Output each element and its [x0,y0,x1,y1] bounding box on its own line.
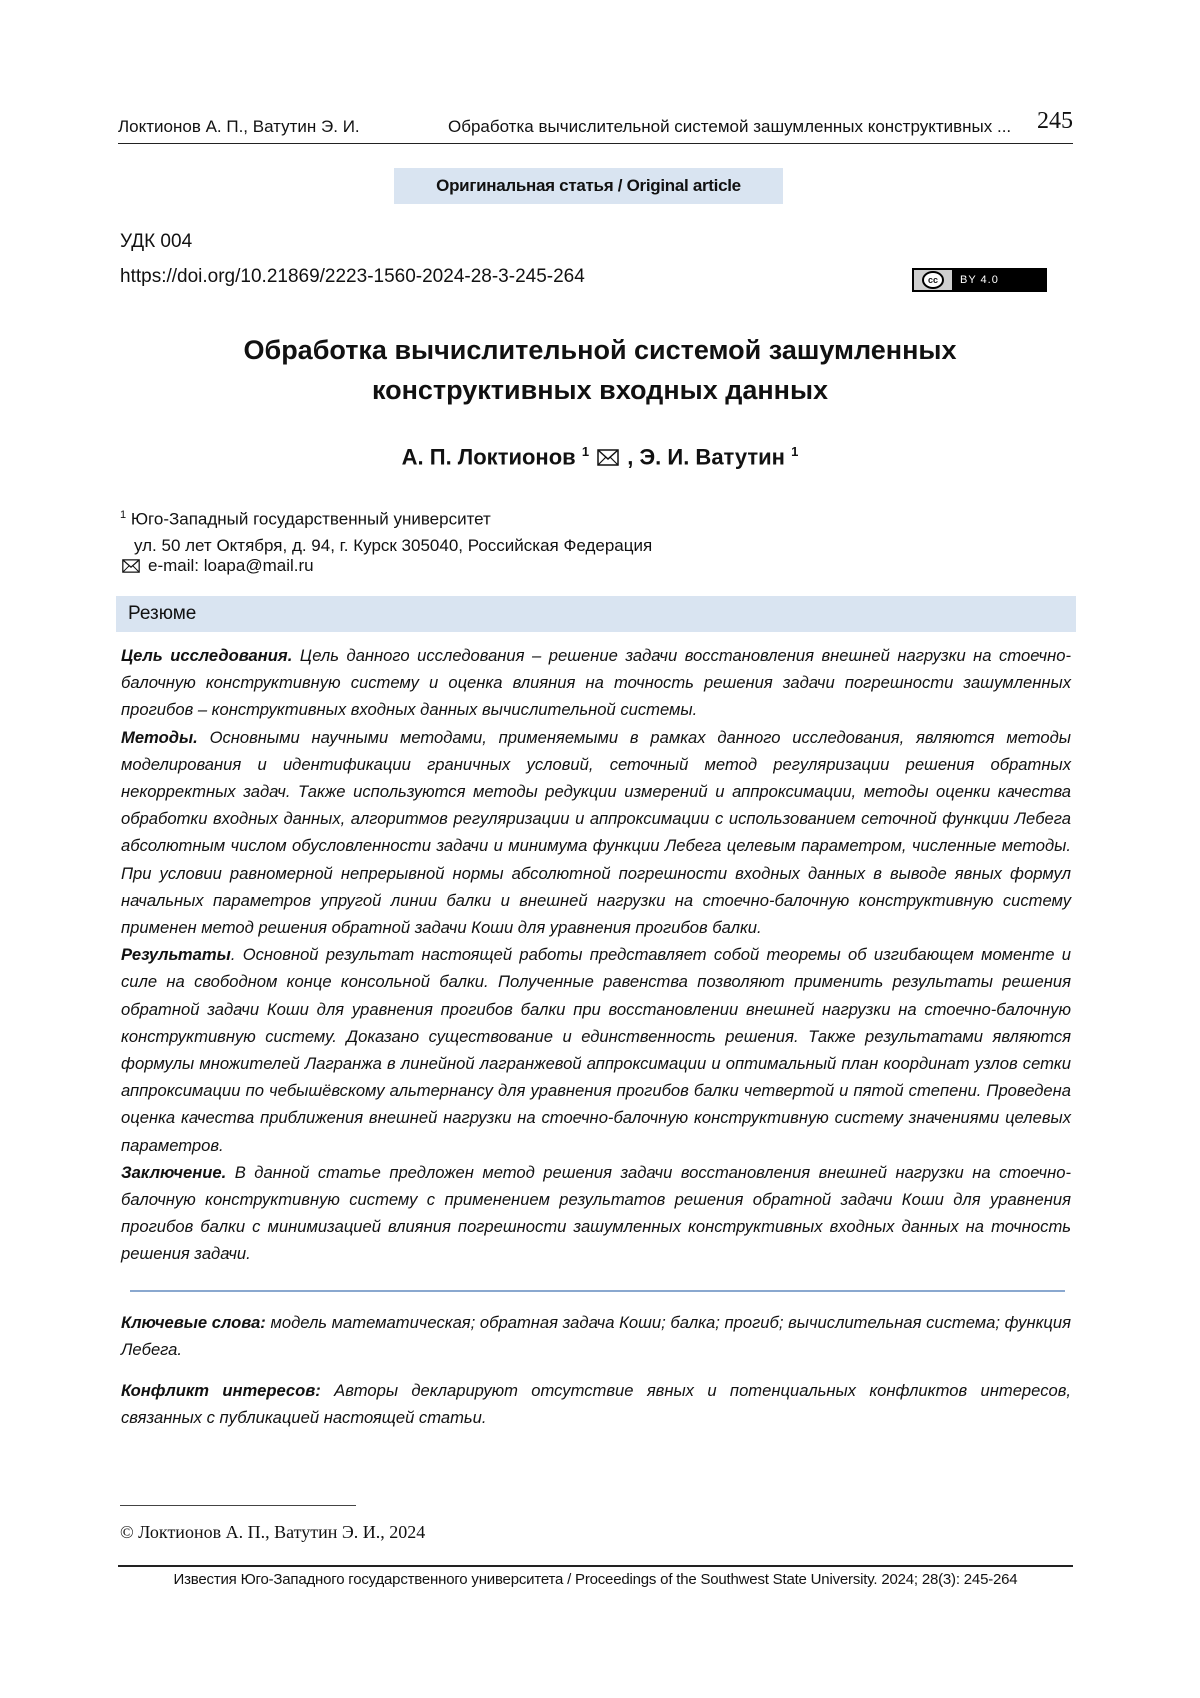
footer-rule [118,1565,1073,1567]
authors-line [150,444,1050,470]
envelope-icon [597,449,619,466]
license-text: BY 4.0 [960,274,999,286]
header-authors: Локтионов А. П., Ватутин Э. И. [118,117,360,136]
results-text: . Основной результат настоящей работы представляет собой теоремы об изгибающем моменте и силе на свободном конце консольной балки. Полученные равенства позволяют применить результаты решения обратной задачи Коши для уравнения прогибов балки при восстановлении внешней нагрузки на стоечно-балочную конструктивную систему. Доказано существование и единственность решения. Также результатами являются формулы множителей Лагранжа в линейной лагранжевой аппроксимации и оптимальный план координат узлов сетки аппроксимации по чебышёвскому альтернансу для уравнения прогибов балки четвертой и пятой степени. Проведена оценка качества приближения внешней нагрузки на стоечно-балочную конструктивную систему значениями целевых параметров. [121,945,1071,1155]
running-header [118,108,1073,144]
abstract-conclusion [121,1159,1071,1268]
article-title [150,330,1050,410]
udk-code: УДК 004 [120,231,193,252]
conflict-label: Конфликт интересов: [121,1381,321,1400]
footnote-rule [120,1505,356,1506]
keywords [121,1309,1071,1363]
abstract-purpose [121,642,1071,724]
cc-circle-icon: cc [922,271,944,289]
email-line [120,556,314,576]
email-address[interactable]: e-mail: loapa@mail.ru [148,556,314,575]
purpose-label: Цель исследования. [121,646,293,665]
purpose-text: Цель данного исследования – решение задачи восстановления внешней нагрузки на стоечно-балочную конструктивную систему и оценка влияния на точность решения задачи погрешности зашумленных прогибов – конструктивных входных данных вычислительной системы. [121,646,1071,720]
cc-by-license-icon[interactable] [912,268,1047,292]
abstract-results [121,941,1071,1159]
article-type-badge: Оригинальная статья / Original article [394,168,783,204]
summary-heading: Резюме [116,596,1076,632]
methods-text: Основными научными методами, применяемыми в рамках данного исследования, являются методы моделирования и идентификации граничных условий, сеточный метод регуляризации решения обратных некорректных задач. Также используются методы редукции измерений и аппроксимации, методы оценки качества обработки входных данных, алгоритмов регуляризации и аппроксимации с использованием сеточной функции Лебега абсолютным числом обусловленности задачи и минимума функции Лебега целевым параметром, численные методы. При условии равномерной непрерывной нормы абсолютной погрешности входных данных в выводе явных формул начальных параметров упругой линии балки и внешней нагрузки на стоечно-балочную конструктивную систему применен метод решения обратной задачи Коши для уравнения прогибов балки. [121,727,1071,938]
section-divider [130,1290,1065,1292]
journal-footer: Известия Юго-Западного государственного университета / Proceedings of the Southwest State University. 2024; 28(3): 245-264 [173,1571,1018,1588]
doi-link[interactable]: https://doi.org/10.21869/2223-1560-2024-28-3-245-264 [120,266,585,287]
copyright: © Локтионов А. П., Ватутин Э. И., 2024 [120,1522,426,1542]
author-1: А. П. Локтионов [401,444,576,470]
affiliation-address: ул. 50 лет Октября, д. 94, г. Курск 305040, Российская Федерация [134,535,653,555]
conclusion-label: Заключение. [121,1162,227,1182]
title-line-1: Обработка вычислительной системой зашумленных [243,335,957,365]
conflict-of-interest [121,1377,1071,1431]
affiliation-name: Юго-Западный государственный университет [130,509,491,529]
keywords-text: модель математическая; обратная задача Коши; балка; прогиб; вычислительная система; функция Лебега. [121,1313,1072,1359]
page-number: 245 [1037,108,1073,134]
abstract-methods [121,724,1071,942]
author-2-affiliation: 1 [791,444,799,459]
results-label: Результаты [121,945,231,965]
author-1-affiliation: 1 [581,444,590,459]
methods-label: Методы. [121,727,198,747]
conflict-text: Авторы декларируют отсутствие явных и потенциальных конфликтов интересов, связанных с публикацией настоящей статьи. [121,1381,1071,1427]
author-2: , Э. И. Ватутин [627,444,785,470]
affiliation-sup: 1 [120,509,127,521]
keywords-label: Ключевые слова: [121,1313,266,1332]
conclusion-text: В данной статье предложен метод решения задачи восстановления внешней нагрузки на стоечно-балочную конструктивную систему с применением результатов решения обратной задачи Коши для уравнения прогибов балки с минимизацией влияния погрешности зашумленных конструктивных входных данных на точность решения задачи. [121,1162,1071,1264]
title-line-2: конструктивных входных данных [371,375,829,405]
cc-logo-area [914,270,952,290]
header-short-title: Обработка вычислительной системой зашумленных конструктивных ... [448,117,1012,136]
envelope-icon [122,559,140,573]
abstract [121,642,1071,1268]
affiliation [120,502,652,559]
